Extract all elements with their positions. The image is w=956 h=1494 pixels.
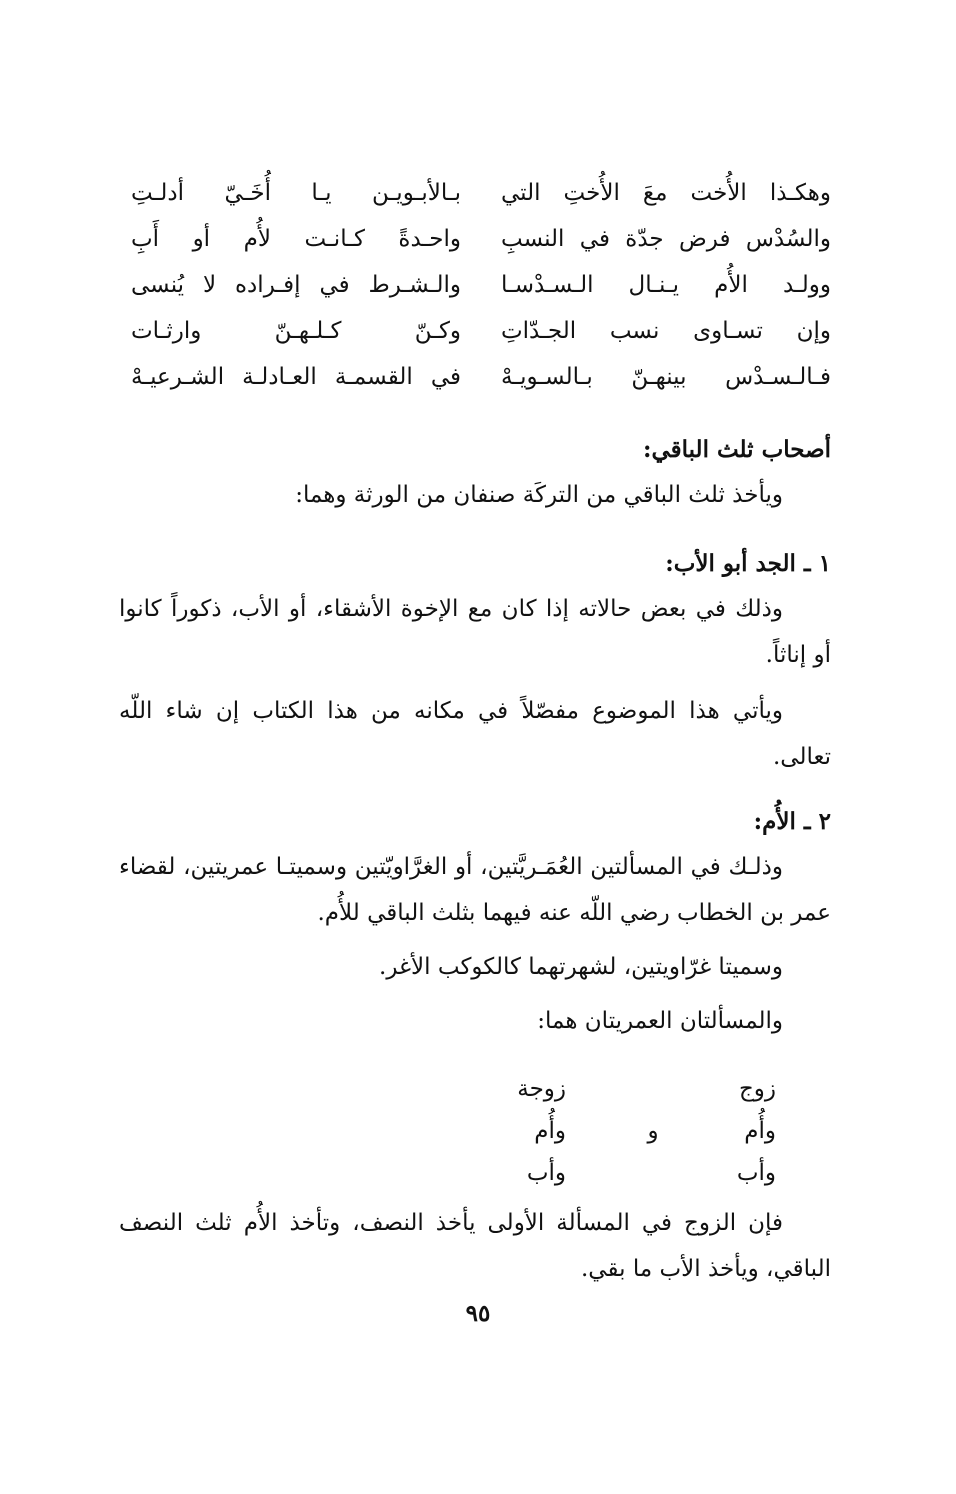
table-cell: وأُم: [534, 1118, 566, 1144]
table-connector: [638, 1110, 668, 1152]
verse-second-hemistich: وكـنّ كـلـهـنّ وارثـات: [131, 318, 461, 344]
closing-paragraph: فإن الزوج في المسألة الأولى يأخذ النصف، وتأخذ الأُم ثلث النصف الباقي، ويأخذ الأب ما بقي.: [119, 1210, 831, 1282]
verse-first-hemistich: فـالـسـدْس بينهـنّ بـالسـويـهْ: [501, 364, 831, 390]
verse-first-hemistich: والسُدْس فرض جدّة في النسبِ: [501, 226, 831, 252]
item2-heading: ٢ ـ الأُم:: [753, 808, 831, 835]
table-connector-word: و: [647, 1118, 659, 1144]
table-cell: زوج: [738, 1076, 776, 1102]
item2-paragraph-3: والمسألتان العمريتان هما:: [537, 1008, 783, 1034]
table-column-second-case: [486, 1068, 566, 1194]
verse: [131, 170, 831, 216]
verse: [131, 262, 831, 308]
table-cell: زوجة: [517, 1076, 566, 1102]
section-heading: أصحاب ثلث الباقي:: [642, 436, 831, 463]
table-column-first-case: [706, 1068, 776, 1194]
verse-first-hemistich: وولـد الأُم يـنـال الـسـدْسـا: [501, 272, 831, 298]
item1-paragraph-2: ويأتي هذا الموضوع مفصّلاً في مكانه من هذا الكتاب إن شاء اللّه تعالى.: [119, 698, 831, 770]
verse-first-hemistich: وهكـذا الأُخت معَ الأُختِ التي: [501, 180, 831, 206]
page-number: ٩٥: [465, 1300, 491, 1327]
verse-second-hemistich: بـالأبـويـن يـا أُخَـيّ أدلـتِ: [131, 180, 461, 206]
item1-heading: ١ ـ الجد أبو الأب:: [665, 550, 831, 577]
poem-block: [131, 170, 831, 400]
verse-second-hemistich: والـشـرط في إفـراده لا يُنسى: [131, 272, 461, 298]
cases-table: [486, 1068, 776, 1198]
table-cell: وأب: [526, 1160, 566, 1186]
verse: [131, 308, 831, 354]
verse: [131, 354, 831, 400]
item1-paragraph-1: وذلك في بعض حالاته إذا كان مع الإخوة الأشقاء، أو الأب، ذكوراً كانوا أو إناثاً.: [119, 596, 831, 668]
section-intro: ويأخذ ثلث الباقي من التركَة صنفان من الورثة وهما:: [295, 482, 783, 508]
verse: [131, 216, 831, 262]
verse-second-hemistich: واحـدةً كـانـت لأُم أو أَبِ: [131, 226, 461, 252]
item2-paragraph-2: وسميتا غرّاويتين، لشهرتهما كالكوكب الأغر.: [379, 954, 783, 980]
table-cell: وأُم: [744, 1118, 776, 1144]
verse-first-hemistich: وإن تسـاوى نسب الجـدّاتِ: [501, 318, 831, 344]
verse-second-hemistich: في القسمـة العـادلـة الشـرعيـهْ: [131, 364, 461, 390]
table-cell: وأب: [736, 1160, 776, 1186]
item2-paragraph-1: وذلـك في المسألتين العُمَـريَّتين، أو الغرَّاويّتين وسميتـا عمريتين، لقضاء عمر بن الخطاب رضي اللّه عنه فيهما بثلث الباقي للأُم.: [119, 854, 831, 926]
